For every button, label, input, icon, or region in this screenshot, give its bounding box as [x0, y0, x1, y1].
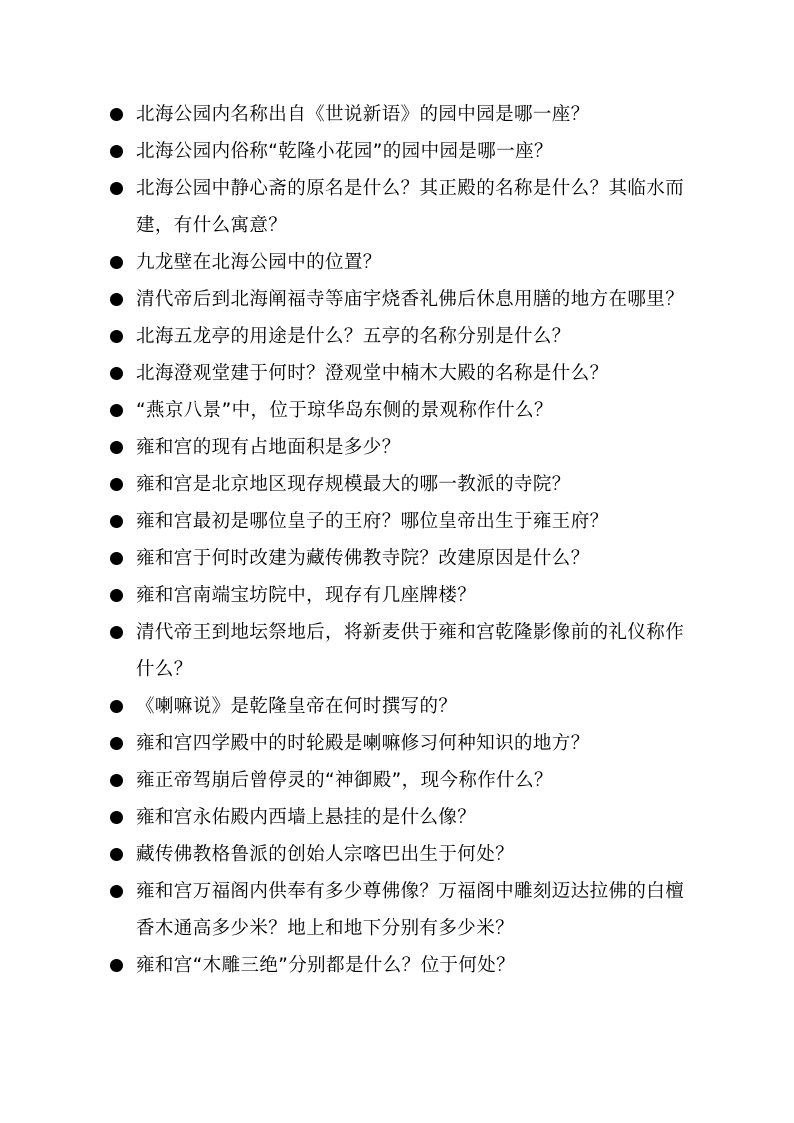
bullet-icon — [110, 552, 123, 565]
question-text: 清代帝王到地坛祭地后，将新麦供于雍和宫乾隆影像前的礼仪称作什么？ — [136, 622, 685, 680]
bullet-icon — [110, 182, 123, 195]
question-text: 雍和宫永佑殿内西墙上悬挂的是什么像？ — [136, 807, 477, 828]
question-text: 雍和宫四学殿中的时轮殿是喇嘛修习何种知识的地方？ — [136, 733, 590, 754]
question-text: 九龙壁在北海公园中的位置？ — [136, 252, 382, 273]
bullet-icon — [110, 478, 123, 491]
question-text: 北海五龙亭的用途是什么？五亭的名称分别是什么？ — [136, 326, 571, 347]
bullet-icon — [110, 330, 123, 343]
list-item — [108, 799, 688, 836]
question-text: 雍和宫南端宝坊院中，现存有几座牌楼？ — [136, 585, 477, 606]
bullet-icon — [110, 885, 123, 898]
bullet-icon — [110, 293, 123, 306]
bullet-icon — [110, 404, 123, 417]
list-item — [108, 318, 688, 355]
bullet-icon — [110, 774, 123, 787]
list-item — [108, 170, 688, 244]
list-item — [108, 429, 688, 466]
list-item — [108, 947, 688, 984]
bullet-icon — [110, 626, 123, 639]
bullet-icon — [110, 589, 123, 602]
list-item — [108, 133, 688, 170]
question-text: 北海澄观堂建于何时？澄观堂中楠木大殿的名称是什么？ — [136, 363, 609, 384]
question-text: 雍正帝驾崩后曾停灵的“神御殿”，现今称作什么？ — [136, 770, 553, 791]
list-item — [108, 614, 688, 688]
bullet-icon — [110, 108, 123, 121]
question-text: 雍和宫最初是哪位皇子的王府？哪位皇帝出生于雍王府？ — [136, 511, 609, 532]
question-text: 北海公园中静心斋的原名是什么？其正殿的名称是什么？其临水而建，有什么寓意？ — [136, 178, 685, 236]
question-text: 《喇嘛说》是乾隆皇帝在何时撰写的？ — [136, 696, 458, 717]
list-item — [108, 244, 688, 281]
bullet-icon — [110, 737, 123, 750]
list-item — [108, 355, 688, 392]
list-item — [108, 466, 688, 503]
question-text: 北海公园内名称出自《世说新语》的园中园是哪一座？ — [136, 104, 590, 125]
bullet-icon — [110, 959, 123, 972]
bullet-icon — [110, 367, 123, 380]
list-item — [108, 725, 688, 762]
question-text: 雍和宫“木雕三绝”分别都是什么？位于何处？ — [136, 955, 516, 976]
question-text: 雍和宫于何时改建为藏传佛教寺院？改建原因是什么？ — [136, 548, 590, 569]
list-item — [108, 96, 688, 133]
question-text: 清代帝后到北海阐福寺等庙宇烧香礼佛后休息用膳的地方在哪里？ — [136, 289, 685, 310]
question-text: “燕京八景”中，位于琼华岛东侧的景观称作什么？ — [136, 400, 553, 421]
question-text: 雍和宫的现有占地面积是多少？ — [136, 437, 401, 458]
list-item — [108, 873, 688, 947]
bullet-icon — [110, 811, 123, 824]
list-item — [108, 577, 688, 614]
question-list — [108, 96, 688, 984]
list-item — [108, 392, 688, 429]
list-item — [108, 688, 688, 725]
list-item — [108, 836, 688, 873]
list-item — [108, 503, 688, 540]
question-text: 雍和宫是北京地区现存规模最大的哪一教派的寺院？ — [136, 474, 571, 495]
bullet-icon — [110, 145, 123, 158]
bullet-icon — [110, 700, 123, 713]
bullet-icon — [110, 515, 123, 528]
bullet-icon — [110, 848, 123, 861]
list-item — [108, 540, 688, 577]
question-text: 藏传佛教格鲁派的创始人宗喀巴出生于何处？ — [136, 844, 515, 865]
list-item — [108, 762, 688, 799]
list-item — [108, 281, 688, 318]
question-text: 北海公园内俗称“乾隆小花园”的园中园是哪一座？ — [136, 141, 553, 162]
bullet-icon — [110, 256, 123, 269]
bullet-icon — [110, 441, 123, 454]
question-text: 雍和宫万福阁内供奉有多少尊佛像？万福阁中雕刻迈达拉佛的白檀香木通高多少米？地上和地下分别有多少米？ — [136, 881, 685, 939]
